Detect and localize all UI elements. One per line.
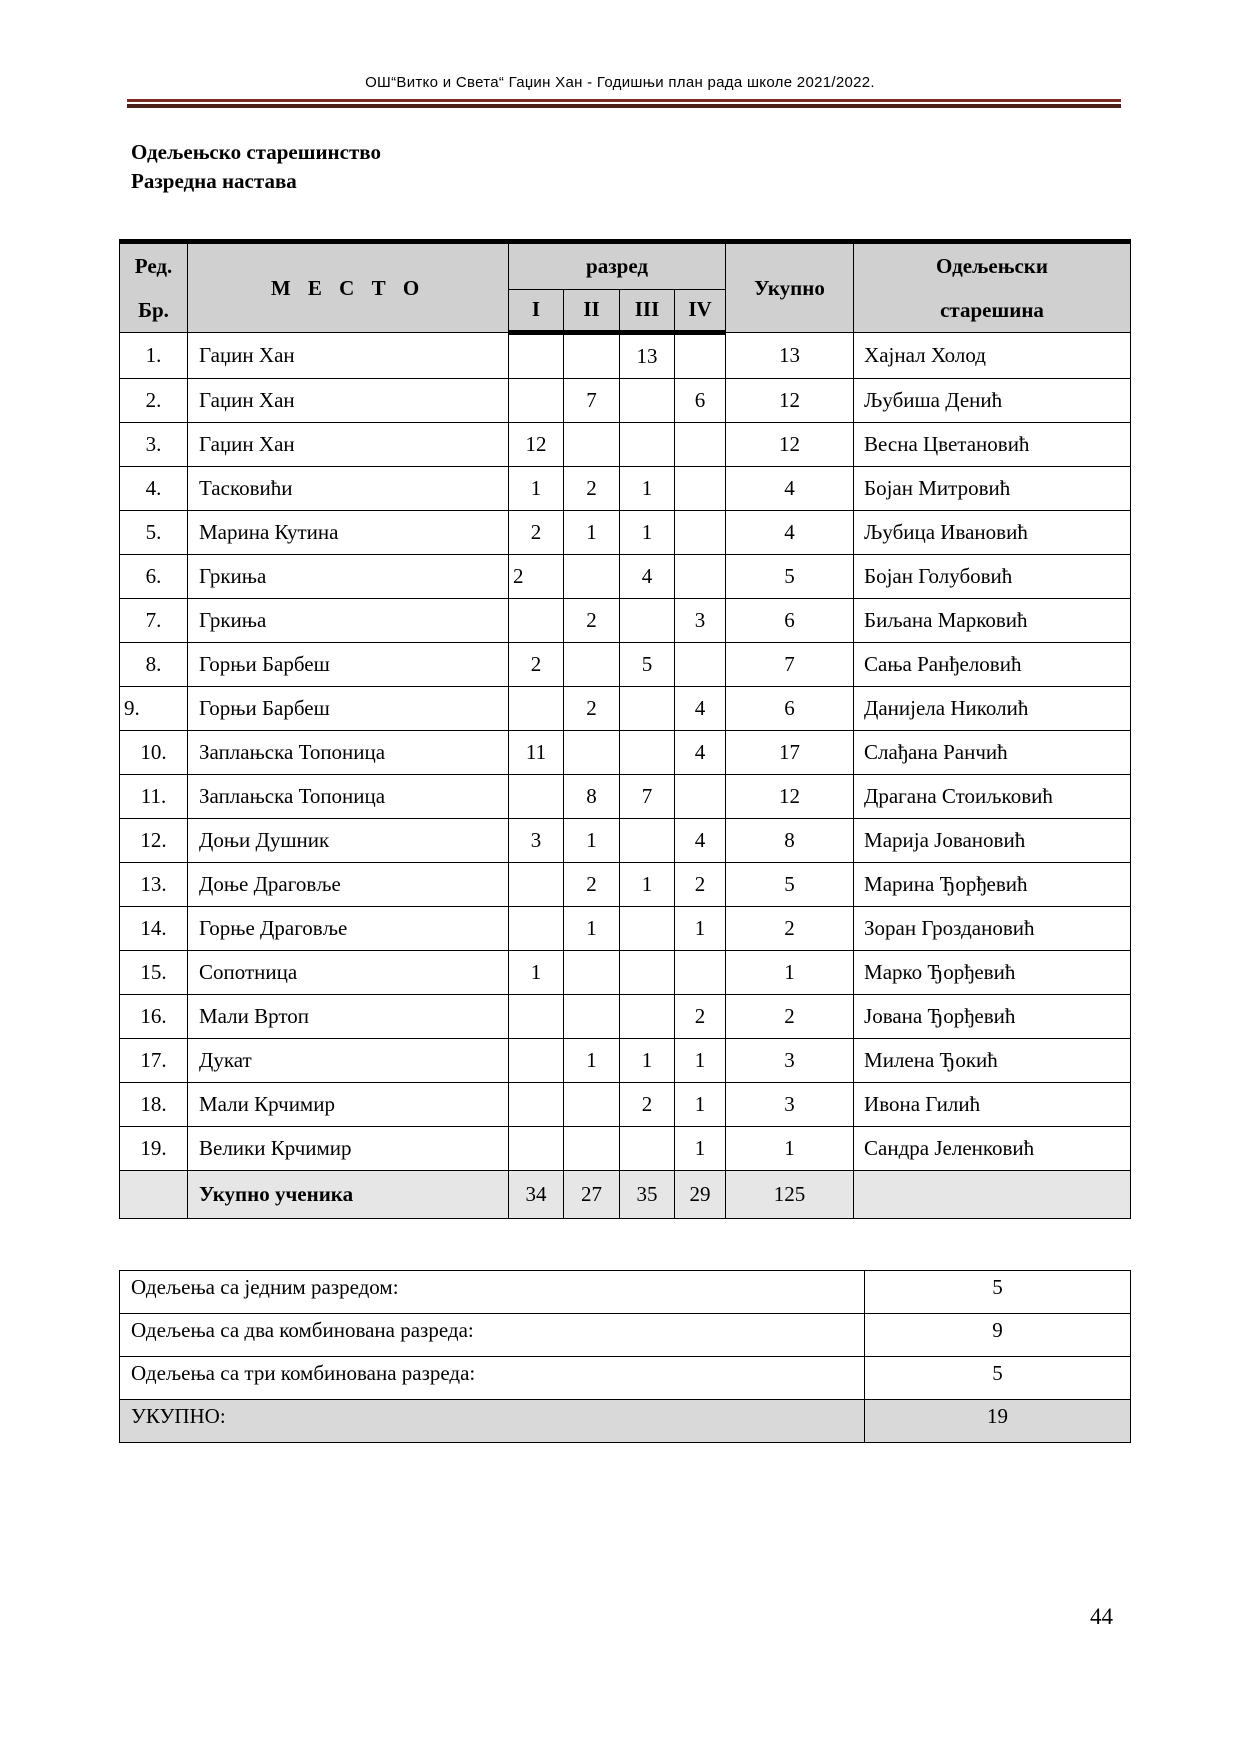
section-subheading: Разредна настава [131,169,297,193]
grade-4-cell [675,643,726,687]
teacher-cell: Марина Ђорђевић [854,863,1131,907]
grade-4-cell: 4 [675,819,726,863]
grade-2-cell: 8 [564,775,620,819]
row-number-cell: 9. [120,687,188,731]
grade-4-cell: 2 [675,995,726,1039]
grade-4-cell [675,951,726,995]
grade-2-cell: 2 [564,467,620,511]
grade-1-cell [509,333,564,379]
grade-1-cell: 1 [509,951,564,995]
table-row [120,1127,1131,1171]
place-cell: Заплањска Топоница [188,775,509,819]
place-cell: Сопотница [188,951,509,995]
grade-4-cell [675,511,726,555]
header-row-number [120,242,188,333]
table-row [120,599,1131,643]
table-row [120,863,1131,907]
grade-3-cell [620,819,675,863]
row-number-cell: 6. [120,555,188,599]
place-cell: Мали Вртоп [188,995,509,1039]
place-cell: Гаџин Хан [188,333,509,379]
total-grade-2: 27 [564,1171,620,1219]
grade-2-cell [564,423,620,467]
grade-1-cell [509,687,564,731]
teacher-cell: Сандра Јеленковић [854,1127,1131,1171]
grade-3-cell [620,423,675,467]
summary-total-value: 19 [865,1400,1131,1443]
header-grade-1: I [509,289,564,332]
grade-2-cell: 7 [564,379,620,423]
header-rule-bottom [127,104,1121,108]
row-number-cell: 10. [120,731,188,775]
table-row [120,1083,1131,1127]
class-teachers-table [119,239,1131,1219]
grade-3-cell: 4 [620,555,675,599]
total-cell: 12 [726,379,854,423]
summary-value: 5 [865,1357,1131,1400]
grade-1-cell [509,907,564,951]
row-number-cell: 1. [120,333,188,379]
total-cell: 2 [726,907,854,951]
summary-value: 5 [865,1271,1131,1314]
grade-4-cell: 2 [675,863,726,907]
grade-2-cell: 1 [564,819,620,863]
summary-label: Одељења са три комбинована разреда: [120,1357,865,1400]
grade-1-cell: 12 [509,423,564,467]
total-cell: 5 [726,863,854,907]
summary-row [120,1271,1131,1314]
table-row [120,511,1131,555]
total-cell: 13 [726,333,854,379]
total-cell: 6 [726,687,854,731]
summary-label: Одељења са два комбинована разреда: [120,1314,865,1357]
place-cell: Гаџин Хан [188,423,509,467]
grade-1-cell [509,775,564,819]
place-cell: Гаџин Хан [188,379,509,423]
total-cell: 3 [726,1039,854,1083]
grade-3-cell [620,995,675,1039]
grade-3-cell [620,951,675,995]
table-row [120,643,1131,687]
grade-2-cell [564,333,620,379]
summary-row [120,1314,1131,1357]
grade-3-cell [620,379,675,423]
grade-2-cell: 1 [564,1039,620,1083]
summary-row [120,1357,1131,1400]
teacher-cell: Милена Ђокић [854,1039,1131,1083]
grade-1-cell: 1 [509,467,564,511]
grade-3-cell [620,907,675,951]
table-row [120,687,1131,731]
grade-2-cell: 1 [564,511,620,555]
teacher-cell: Бојан Голубовић [854,555,1131,599]
header-teacher-line2: старешина [940,298,1044,322]
table-row [120,1039,1131,1083]
grade-3-cell: 2 [620,1083,675,1127]
header-rule-top [127,99,1121,102]
grade-4-cell: 3 [675,599,726,643]
teacher-cell: Марко Ђорђевић [854,951,1131,995]
summary-label: Одељења са једним разредом: [120,1271,865,1314]
place-cell: Горњи Барбеш [188,687,509,731]
grade-4-cell: 1 [675,1083,726,1127]
teacher-cell: Хајнал Холод [854,333,1131,379]
total-row [120,1171,1131,1219]
teacher-cell: Весна Цветановић [854,423,1131,467]
table-row [120,775,1131,819]
teacher-cell: Љубица Ивановић [854,511,1131,555]
table-row [120,423,1131,467]
grade-1-cell [509,995,564,1039]
grade-2-cell [564,951,620,995]
grade-1-cell [509,863,564,907]
teacher-cell: Ивона Гилић [854,1083,1131,1127]
grade-2-cell: 1 [564,907,620,951]
place-cell: Марина Кутина [188,511,509,555]
place-cell: Гркиња [188,599,509,643]
place-cell: Горњи Барбеш [188,643,509,687]
row-number-cell: 5. [120,511,188,555]
row-number-cell: 2. [120,379,188,423]
grade-1-cell [509,379,564,423]
grade-1-cell [509,1083,564,1127]
page-header-title: ОШ“Витко и Света“ Гаџин Хан - Годишњи план рада школе 2021/2022. [365,74,875,91]
grade-4-cell [675,555,726,599]
total-cell: 3 [726,1083,854,1127]
total-grade-4: 29 [675,1171,726,1219]
grade-2-cell [564,731,620,775]
row-number-cell: 13. [120,863,188,907]
teacher-cell: Марија Јовановић [854,819,1131,863]
total-cell: 5 [726,555,854,599]
grade-1-cell: 3 [509,819,564,863]
grade-4-cell [675,467,726,511]
summary-value: 9 [865,1314,1131,1357]
row-number-cell: 12. [120,819,188,863]
row-number-cell: 7. [120,599,188,643]
total-cell: 1 [726,1127,854,1171]
table-row [120,819,1131,863]
row-number-cell: 4. [120,467,188,511]
teacher-cell: Слађана Ранчић [854,731,1131,775]
grade-1-cell [509,1039,564,1083]
grade-3-cell: 13 [620,333,675,379]
total-cell: 6 [726,599,854,643]
grade-3-cell [620,731,675,775]
row-number-cell: 14. [120,907,188,951]
grade-1-cell: 2 [509,643,564,687]
total-row-label: Укупно ученика [188,1171,509,1219]
header-place: М Е С Т О [188,242,509,333]
place-cell: Гркиња [188,555,509,599]
grade-4-cell: 1 [675,907,726,951]
total-cell: 7 [726,643,854,687]
grade-4-cell [675,775,726,819]
table-row [120,555,1131,599]
header-total: Укупно [726,242,854,333]
grade-3-cell: 1 [620,511,675,555]
total-students: 125 [726,1171,854,1219]
grade-2-cell [564,1083,620,1127]
place-cell: Тасковићи [188,467,509,511]
header-grade-2: II [564,289,620,332]
grade-4-cell: 1 [675,1039,726,1083]
place-cell: Доње Драговље [188,863,509,907]
grade-3-cell: 1 [620,863,675,907]
teacher-cell: Данијела Николић [854,687,1131,731]
total-cell: 4 [726,467,854,511]
grade-4-cell: 4 [675,687,726,731]
header-row-number-line2: Бр. [138,298,169,322]
summary-total-label: УКУПНО: [120,1400,865,1443]
row-number-cell: 3. [120,423,188,467]
header-row-number-line1: Ред. [134,254,173,278]
grade-3-cell: 1 [620,467,675,511]
table-row [120,995,1131,1039]
teacher-cell: Сања Ранђеловић [854,643,1131,687]
summary-total-row [120,1400,1131,1443]
page-number: 44 [1090,1604,1113,1629]
teacher-cell: Биљана Марковић [854,599,1131,643]
total-cell: 8 [726,819,854,863]
teacher-cell: Јована Ђорђевић [854,995,1131,1039]
header-grade-3: III [620,289,675,332]
table-row [120,467,1131,511]
grade-3-cell: 1 [620,1039,675,1083]
grade-1-cell: 2 [509,511,564,555]
grade-1-cell [509,1127,564,1171]
table-row [120,333,1131,379]
table-row [120,379,1131,423]
grade-3-cell [620,1127,675,1171]
section-heading: Одељењско старешинство [131,140,381,164]
grade-4-cell: 4 [675,731,726,775]
grade-3-cell [620,687,675,731]
total-cell: 12 [726,775,854,819]
grade-2-cell [564,1127,620,1171]
grade-3-cell [620,599,675,643]
row-number-cell: 15. [120,951,188,995]
grade-1-cell: 11 [509,731,564,775]
table-row [120,907,1131,951]
header-teacher [854,242,1131,333]
class-summary-table [119,1270,1131,1443]
total-grade-1: 34 [509,1171,564,1219]
grade-4-cell: 1 [675,1127,726,1171]
grade-3-cell: 5 [620,643,675,687]
place-cell: Мали Крчимир [188,1083,509,1127]
grade-2-cell: 2 [564,863,620,907]
teacher-cell: Бојан Митровић [854,467,1131,511]
total-row-teacher-blank [854,1171,1131,1219]
row-number-cell: 11. [120,775,188,819]
header-grade-group: разред [509,242,726,290]
grade-2-cell: 2 [564,599,620,643]
row-number-cell: 19. [120,1127,188,1171]
total-row-blank-cell [120,1171,188,1219]
teacher-cell: Драгана Стоиљковић [854,775,1131,819]
grade-3-cell: 7 [620,775,675,819]
row-number-cell: 8. [120,643,188,687]
table-row [120,951,1131,995]
grade-4-cell [675,333,726,379]
row-number-cell: 16. [120,995,188,1039]
grade-2-cell: 2 [564,687,620,731]
total-cell: 12 [726,423,854,467]
place-cell: Велики Крчимир [188,1127,509,1171]
total-cell: 17 [726,731,854,775]
grade-2-cell [564,643,620,687]
teacher-cell: Зоран Гроздановић [854,907,1131,951]
grade-2-cell [564,555,620,599]
place-cell: Заплањска Топоница [188,731,509,775]
teacher-cell: Љубиша Денић [854,379,1131,423]
row-number-cell: 17. [120,1039,188,1083]
place-cell: Доњи Душник [188,819,509,863]
table-row [120,731,1131,775]
grade-2-cell [564,995,620,1039]
total-cell: 1 [726,951,854,995]
place-cell: Дукат [188,1039,509,1083]
grade-1-cell [509,599,564,643]
total-cell: 4 [726,511,854,555]
grade-4-cell: 6 [675,379,726,423]
row-number-cell: 18. [120,1083,188,1127]
grade-1-cell: 2 [509,555,564,599]
total-grade-3: 35 [620,1171,675,1219]
grade-4-cell [675,423,726,467]
header-grade-4: IV [675,289,726,332]
header-teacher-line1: Одељењски [936,254,1048,278]
total-cell: 2 [726,995,854,1039]
place-cell: Горње Драговље [188,907,509,951]
